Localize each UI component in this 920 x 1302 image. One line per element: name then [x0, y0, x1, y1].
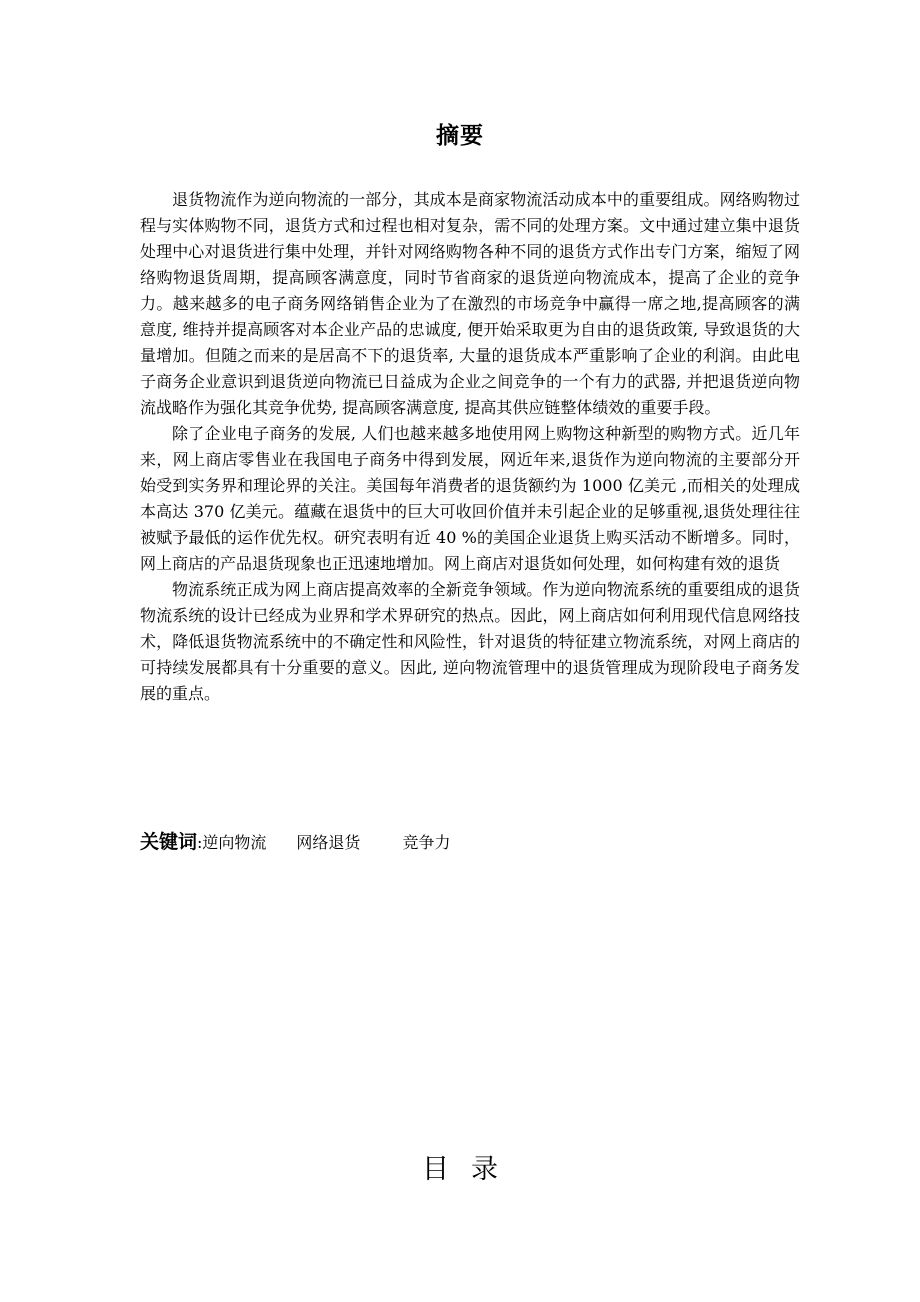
keywords-separator: :: [197, 833, 203, 852]
abstract-paragraph-2: 除了企业电子商务的发展, 人们也越来越多地使用网上购物这种新型的购物方式。近几年来，网上商店零售业在我国电子商务中得到发展，网近年来,退货作为逆向物流的主要部分开始受到实务界和理论界的关注。美国每年消费者的退货额约为 1000 亿美元 ,而相关的处理成本高达 370 亿美元。蕴藏在退货中的巨大可收回价值并未引起企业的足够重视,退货处理往往被赋予最低的运作优先权。研究表明有近 40 %的美国企业退货上购买活动不断增多。同时，网上商店的产品退货现象也正迅速地增加。网上商店对退货如何处理，如何构建有效的退货: [140, 424, 800, 573]
keywords-line: [140, 828, 800, 857]
abstract-paragraph-3: 物流系统正成为网上商店提高效率的全新竞争领域。作为逆向物流系统的重要组成的退货物流系统的设计已经成为业界和学术界研究的热点。因此，网上商店如何利用现代信息网络技术，降低退货物流系统中的不确定性和风险性，针对退货的特征建立物流系统，对网上商店的可持续发展都具有十分重要的意义。因此, 逆向物流管理中的退货管理成为现阶段电子商务发展的重点。: [140, 580, 800, 703]
keyword-2: 网络退货: [296, 833, 361, 852]
abstract-paragraph-1: 退货物流作为逆向物流的一部分，其成本是商家物流活动成本中的重要组成。网络购物过程与实体购物不同，退货方式和过程也相对复杂，需不同的处理方案。文中通过建立集中退货处理中心对退货进行集中处理，并针对网络购物各种不同的退货方式作出专门方案，缩短了网络购物退货周期，提高顾客满意度，同时节省商家的退货逆向物流成本，提高了企业的竞争力。越来越多的电子商务网络销售企业为了在激烈的市场竞争中赢得一席之地,提高顾客的满意度, 维持并提高顾客对本企业产品的忠诚度, 便开始采取更为自由的退货政策, 导致退货的大量增加。但随之而来的是居高不下的退货率, 大量的退货成本严重影响了企业的利润。由此电子商务企业意识到退货逆向物流已日益成为企业之间竞争的一个有力的武器, 并把退货逆向物流战略作为强化其竞争优势, 提高顾客满意度, 提高其供应链整体绩效的重要手段。: [140, 190, 800, 417]
keyword-1: 逆向物流: [202, 833, 267, 852]
abstract-body: [140, 187, 800, 707]
keyword-3: 竞争力: [402, 833, 451, 852]
toc-title: 目录: [422, 1154, 520, 1185]
keywords-label: 关键词: [140, 831, 198, 853]
abstract-title: 摘要: [436, 123, 484, 149]
